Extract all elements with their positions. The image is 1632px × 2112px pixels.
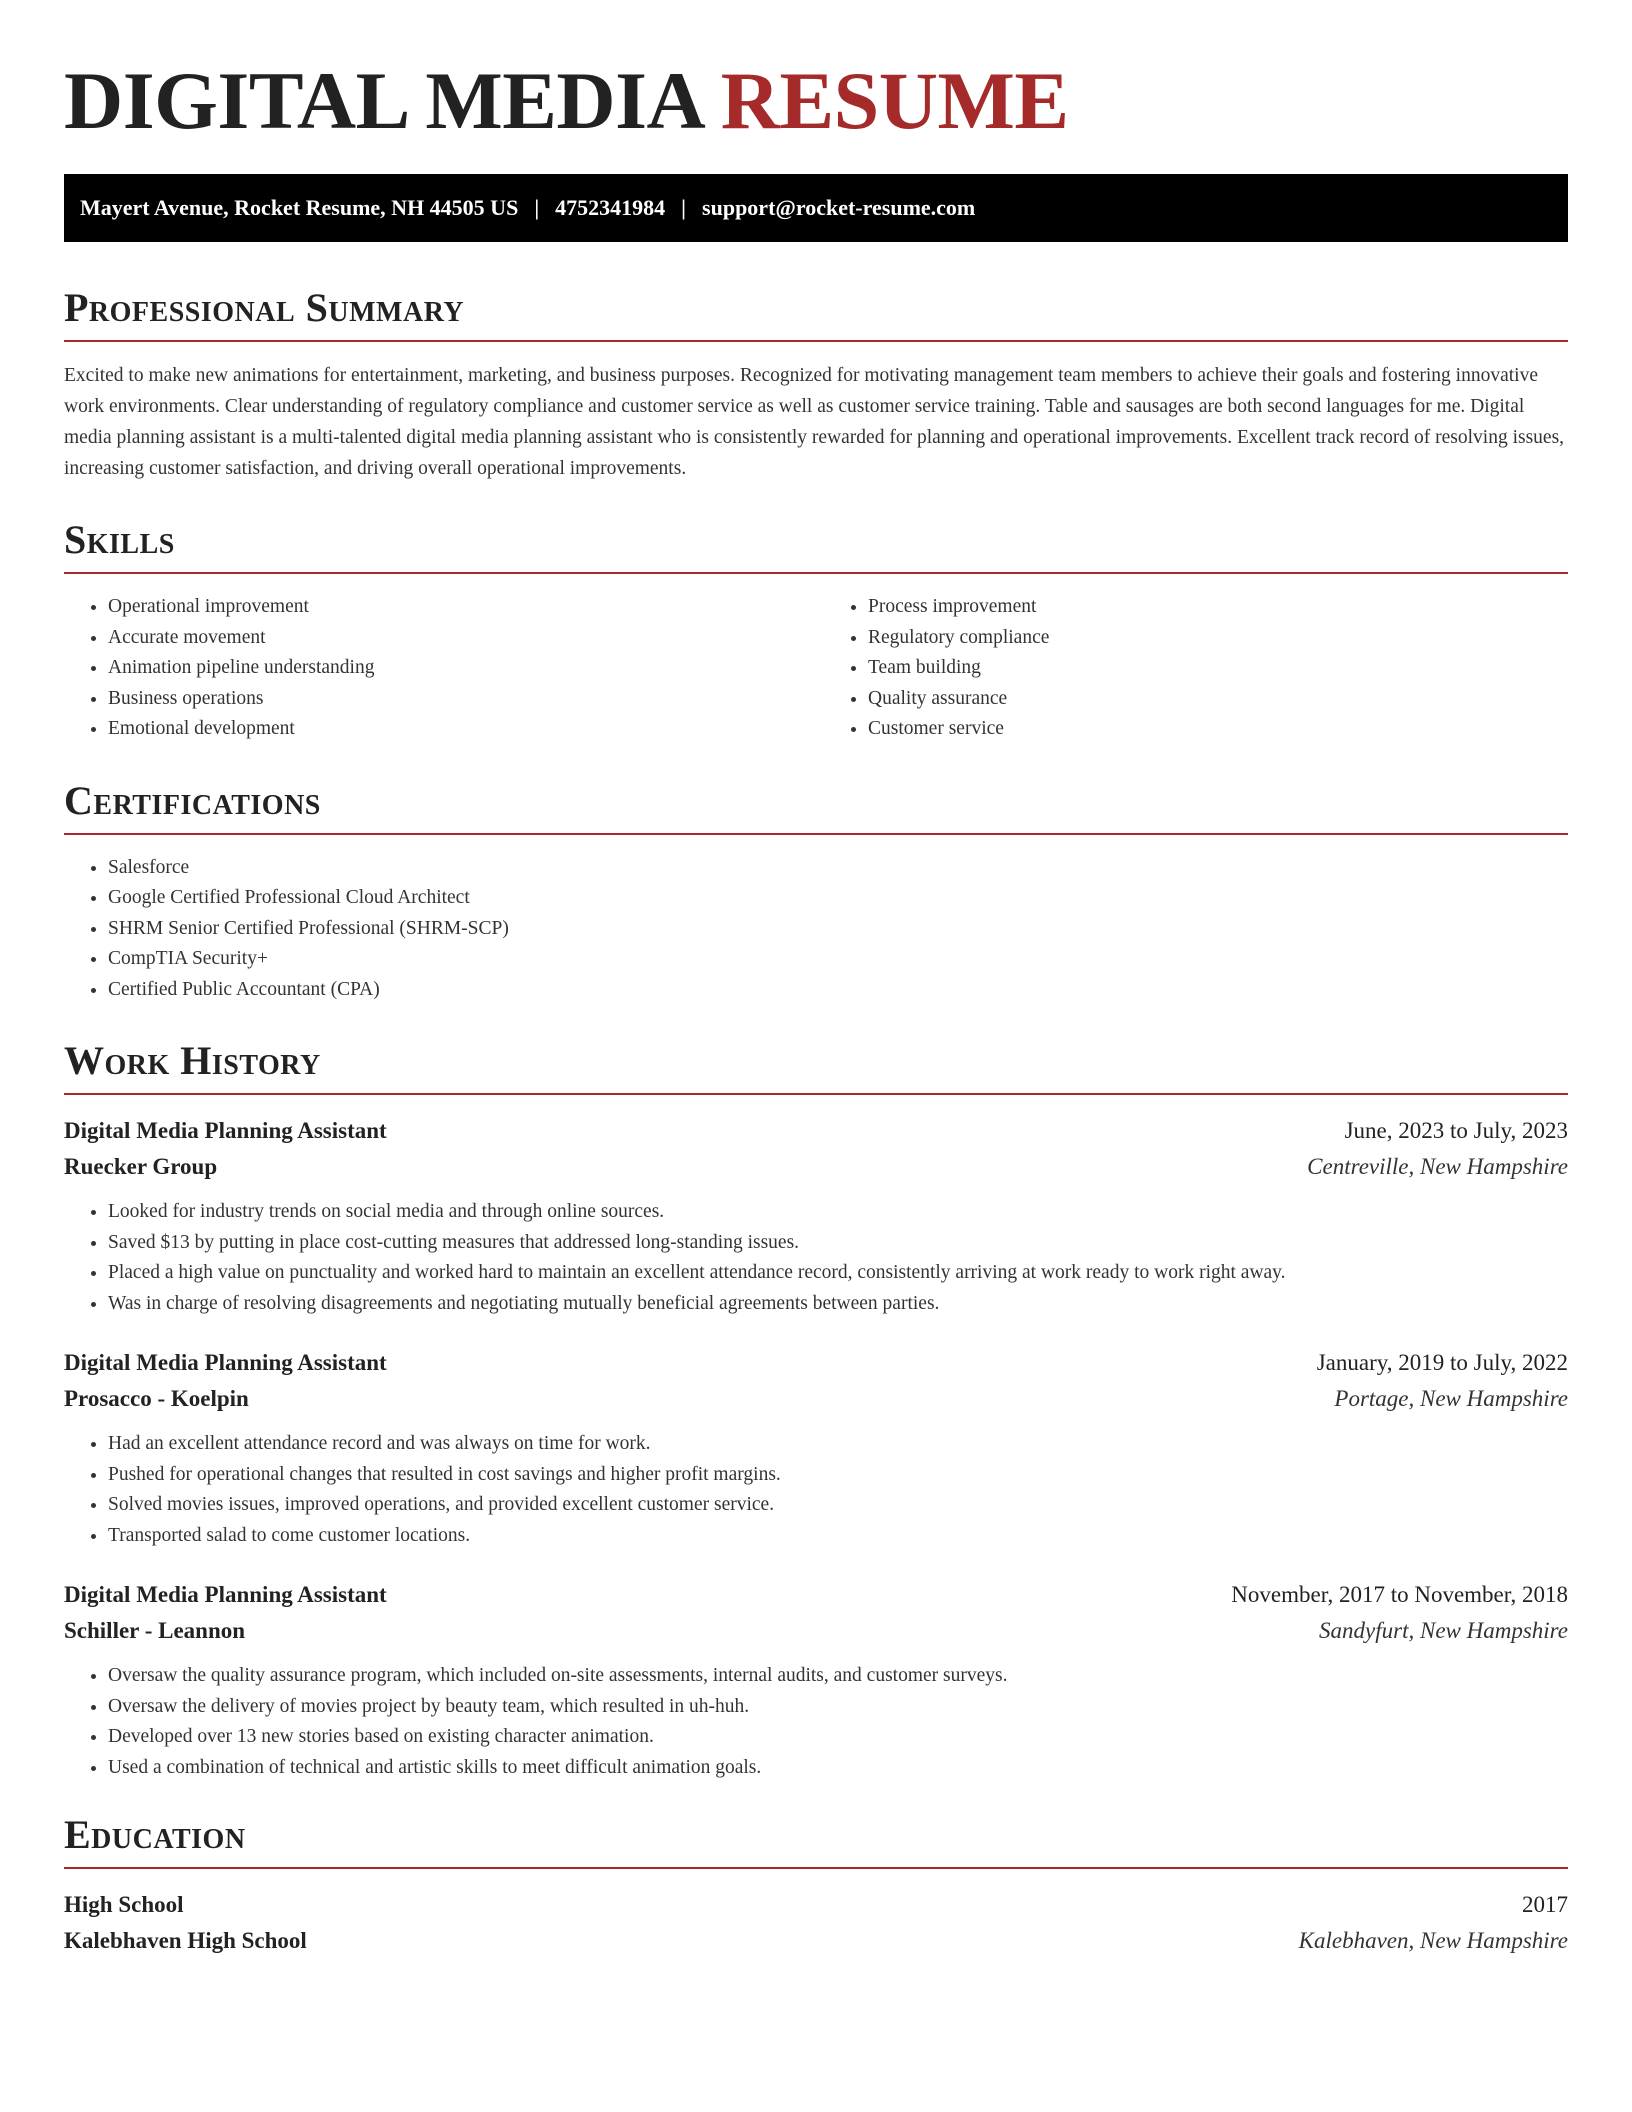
job-bullet: • Used a combination of technical and artistic skills to meet difficult animation goals. [108,1753,1568,1784]
certification-item: • Certified Public Accountant (CPA) [108,975,1568,1006]
job-title-row [64,1577,1568,1613]
contact-address: Mayert Avenue, Rocket Resume, NH 44505 US [80,195,519,221]
job-company-row [64,1149,1568,1185]
job-dates: January, 2019 to July, 2022 [1316,1350,1568,1376]
job-location: Portage, New Hampshire [1334,1386,1568,1412]
job-entry [64,1345,1568,1551]
education-year: 2017 [1522,1892,1568,1918]
certification-item: • Google Certified Professional Cloud Architect [108,883,1568,914]
job-entry [64,1113,1568,1319]
skill-item: • Business operations [108,684,816,715]
job-bullet: • Was in charge of resolving disagreements and negotiating mutually beneficial agreements between parties. [108,1289,1568,1320]
contact-separator: | [534,195,540,221]
job-company-row [64,1381,1568,1417]
job-title: Digital Media Planning Assistant [64,1582,387,1608]
skills-list-left [64,592,816,745]
job-bullet: • Developed over 13 new stories based on existing character animation. [108,1722,1568,1753]
job-bullet: • Looked for industry trends on social media and through online sources. [108,1197,1568,1228]
job-bullet: • Oversaw the quality assurance program, which included on-site assessments, internal audits, and customer surveys. [108,1661,1568,1692]
skill-item: • Accurate movement [108,623,816,654]
education-location: Kalebhaven, New Hampshire [1298,1928,1568,1954]
summary-text: Excited to make new animations for entertainment, marketing, and business purposes. Recognized for motivating management team members to achieve their goals and fostering innovative work environments. Clear understanding of regulatory compliance and customer service as well as customer service training. Table and sausages are both second languages for me. Digital media planning assistant is a multi-talented digital media planning assistant who is consistently rewarded for planning and operational improvements. Excellent track record of resolving issues, increasing customer satisfaction, and driving overall operational improvements. [64,365,1565,480]
job-bullets [64,1197,1568,1319]
summary-heading: Professional Summary [64,286,1568,342]
contact-email[interactable]: support@rocket-resume.com [702,195,976,221]
education-school: Kalebhaven High School [64,1928,307,1954]
contact-bar [64,174,1568,242]
job-bullets [64,1661,1568,1783]
skill-item: • Quality assurance [868,684,1568,715]
job-dates: November, 2017 to November, 2018 [1231,1582,1568,1608]
certification-item: • Salesforce [108,853,1568,884]
job-title-row [64,1345,1568,1381]
job-location: Centreville, New Hampshire [1307,1154,1568,1180]
job-bullet: • Placed a high value on punctuality and worked hard to maintain an excellent attendance record, consistently arriving at work ready to work right away. [108,1258,1568,1289]
contact-separator: | [681,195,687,221]
skill-item: • Emotional development [108,714,816,745]
job-company: Schiller - Leannon [64,1618,246,1644]
skill-item: • Regulatory compliance [868,623,1568,654]
skills-list-right [816,592,1568,745]
skill-item: • Animation pipeline understanding [108,653,816,684]
skills-section [64,518,1568,745]
title-accent: RESUME [720,55,1069,146]
certification-item: • SHRM Senior Certified Professional (SHRM-SCP) [108,914,1568,945]
certifications-list [64,853,1568,1006]
job-dates: June, 2023 to July, 2023 [1344,1118,1568,1144]
education-school-row [64,1923,1568,1959]
job-company: Prosacco - Koelpin [64,1386,249,1412]
job-bullet: • Transported salad to come customer locations. [108,1521,1568,1552]
summary-section [64,286,1568,484]
skills-grid [64,574,1568,745]
education-degree: High School [64,1892,184,1918]
work-history-section [64,1039,1568,1783]
resume-title [64,56,1568,146]
job-company: Ruecker Group [64,1154,218,1180]
skill-item: • Process improvement [868,592,1568,623]
skills-heading: Skills [64,518,1568,574]
education-section [64,1813,1568,1959]
job-title: Digital Media Planning Assistant [64,1350,387,1376]
title-main: DIGITAL MEDIA [64,55,701,146]
job-location: Sandyfurt, New Hampshire [1319,1618,1568,1644]
job-bullet: • Saved $13 by putting in place cost-cutting measures that addressed long-standing issues. [108,1228,1568,1259]
job-entry [64,1577,1568,1783]
skill-item: • Team building [868,653,1568,684]
job-bullet: • Solved movies issues, improved operations, and provided excellent customer service. [108,1490,1568,1521]
job-bullet: • Had an excellent attendance record and was always on time for work. [108,1429,1568,1460]
contact-phone: 4752341984 [555,195,666,221]
job-title: Digital Media Planning Assistant [64,1118,387,1144]
job-title-row [64,1113,1568,1149]
job-bullets [64,1429,1568,1551]
job-company-row [64,1613,1568,1649]
education-degree-row [64,1887,1568,1923]
work-history-heading: Work History [64,1039,1568,1095]
certifications-heading: Certifications [64,779,1568,835]
education-entry [64,1887,1568,1959]
certifications-section [64,779,1568,1006]
job-bullet: • Oversaw the delivery of movies project by beauty team, which resulted in uh-huh. [108,1692,1568,1723]
education-heading: Education [64,1813,1568,1869]
certification-item: • CompTIA Security+ [108,944,1568,975]
skill-item: • Customer service [868,714,1568,745]
job-bullet: • Pushed for operational changes that resulted in cost savings and higher profit margins. [108,1460,1568,1491]
skill-item: • Operational improvement [108,592,816,623]
